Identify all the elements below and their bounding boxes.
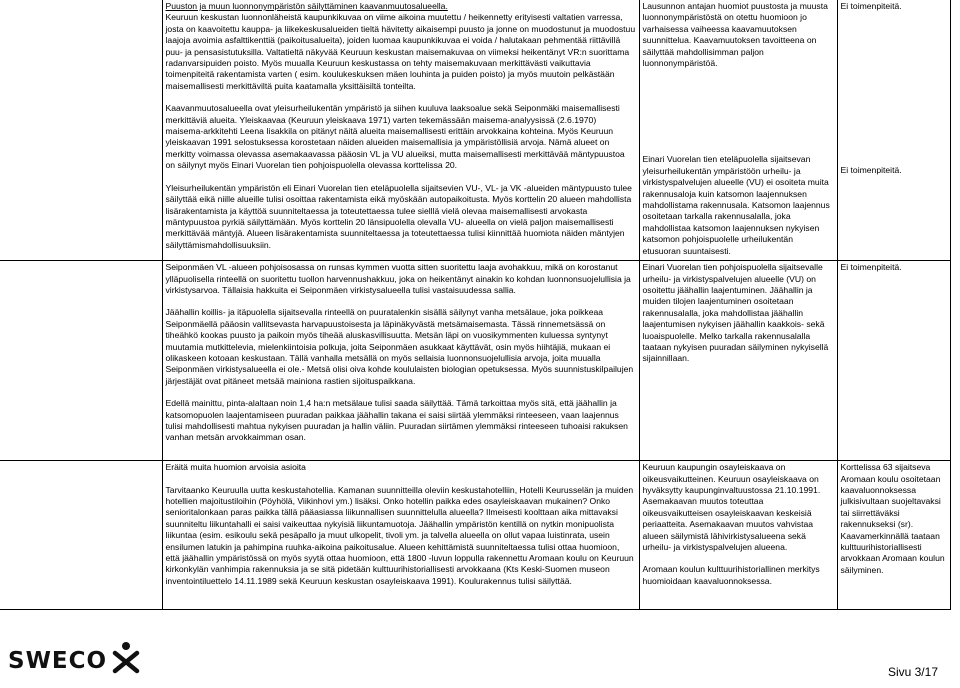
action-cell bbox=[837, 461, 950, 610]
statement-cell bbox=[162, 0, 639, 261]
statement-paragraph: Kaavanmuutosalueella ovat yleisurheilukentän ympäristö ja siihen kuuluva laaksoalue sekä Seiponmäki maisemallisesti merkittäviä alueita. Yleiskaavaa (Keuruun yleiskaava 1971) varten tekemässään maisema-analyysissä (2.6.1970) maisema-arkkitehti Leena Iisakkila on pitänyt näitä alueita maisemallisesti erittäin arvokkaina kohteina. Myös Keuruun yleiskaavan 1991 selostuksessa korostetaan näiden alueiden maisemallisia ja ympäristöllisiä arvoja. Nämä alueet on merkitty voimassa olevassa asemakaavassa pääosin VL ja VU alueiksi, mutta maisemallisesti merkittävää mäntypuustoa on säilynyt myös Einari Vuorelan tien pohjoispuolella olevassa korttelissa 20. bbox=[165, 103, 625, 171]
sweco-logo bbox=[8, 641, 141, 681]
table-row bbox=[0, 0, 950, 261]
response-paragraph: Einari Vuorelan tien eteläpuolella sijaitsevan yleisurheilukentän ympäristöön urheilu- ja virkistyspalvelujen alueelle (VU) ei osoiteta muita rakennusaloja kuin katsomon laajennuksen mahdollistama rakennusala. Katsomon laajennus osoitetaan tarkalla rakennusalalla, joka mahdollistaa katsomon laajennuksen nykyisen katsomon pohjoispuolelle urheilukentän etusuoran suuntaisesti. bbox=[642, 154, 830, 256]
section-heading: Puuston ja muun luonnonympäristön säilyttäminen kaavanmuutosalueella. bbox=[165, 1, 448, 11]
statement-paragraph: Tarvitaanko Keuruulla uutta keskustahotellia. Kamanan suunnitteilla oleviin keskustahotelliin, Hotelli Keurusselän ja muiden hotellien majoitustiloihin (Pöyhölä, Viikinhovi ym.) lisäksi. Onko hotellin paikka edes osayleiskaavan mukainen? Onko senioritalonkaan paras paikka tällä pääasiassa liikunnallisen suunnittelulla alueella? Ilmeisesti koolttaan aika mittavaksi suunniteltu liikuntahalli ei saisi vaikeuttaa nykyisiä liikuntamuotoja. Jäähallin ympäristön kentillä on nytkin monipuolista liikuntaa (esim. esikoulu sekä pesäpallo ja muut ulkopelit, tivoli ym. ja talvella alueella on ollut vapaa luistinrata, usein ensilumen latukin ja pahimpina ruuhka-aikoina paikoitusalue. Alueen kehittämistä suunniteltaessa tulisi ottaa huomioon, että jäähallin ympäristössä on myös syytä ottaa huomioon, että 1800 -luvun loppulla rakennettu Aromaan koulu on Keuruun kirkonkylän vanhimpia rakennuksia ja se sitä pidetään kulttuurihistoriallisesti arvokkaana (Kts Keski-Suomen museon inventointiluettelo 14.11.1989 sekä Keuruun keskustan osayleiskaava 1991). Koulurakennus tulisi säilyttää. bbox=[165, 484, 634, 586]
statement-subheading: Eräitä muita huomion arvoisia asioita bbox=[165, 462, 306, 473]
response-paragraph: Einari Vuorelan tien pohjoispuolella sijaitsevalle urheilu- ja virkistyspalvelujen alueelle (VU) on osoitettu jäähallin laajentuminen. Jäähallin ja muiden tilojen laajentuminen osoitetaan rakennusalalla, joka mahdollistaa jäähallin laajentumisen nykyisen jäähallin kaakkois- sekä luoaispuolelle. Melko tarkalla rakennusalalla taataan nykyisen puuradan säilyminen nykyisellä sijainnillaan. bbox=[642, 262, 829, 364]
action-text: Korttelissa 63 sijaitseva Aromaan koulu osoitetaan kaavaluonnoksessa julkisivultaan suojeltavaksi tai siirrettäväksi rakennukseksi (sr). Kaavamerkinnällä taataan kulttuurihistoriallisesti arvokkaan Aromaan koulun säilyminen. bbox=[840, 462, 945, 575]
response-paragraph: Aromaan koulun kulttuurihistoriallinen merkitys huomioidaan kaavaluonnoksessa. bbox=[642, 564, 820, 586]
statement-source-cell bbox=[0, 261, 162, 461]
page-number: Sivu 3/17 bbox=[887, 665, 938, 679]
statement-cell bbox=[162, 261, 639, 461]
action-text: Ei toimenpiteitä. bbox=[840, 165, 902, 176]
statement-cell bbox=[162, 461, 639, 610]
table-row bbox=[0, 261, 950, 461]
statement-source-cell bbox=[0, 461, 162, 610]
statement-paragraph: Jäähallin koillis- ja itäpuolella sijaitsevalla rinteellä on puuratalenkin sisällä säilynyt vanha metsälaue, joka poikkeaa Seiponmäellä pääosin vallitsevasta harvapuustoisesta ja läpinäkyvästä metsämaisemasta. Tässä rinnemetsässä on tiheähkö kookas puusto ja paikoin myös tiheää aluskasvillisuutta. Metsän läpi on vuosikymmenten kuluessa syntynyt muutamia mutkittelevia, mielenkiintoisia polkuja, joita Seiponmäen asukkaat käyttävät, osin myös hiihtäjiä, mukaan ei olikaskeen kotoaan keskustaan. Tällä vanhalla metsällä on myös sellaisia luonnonsuojelullisia arvoja, joita muualla Seiponmäen virkistysalueella ei ole.- Metsä olisi oiva kohde koululaisten biologian opetuksessa. Myös suunnistuskilpailujen järjestäjät ovat pitäneet metsää mainiona rastien sijoituspaikkana. bbox=[165, 307, 634, 386]
response-paragraph: Keuruun kaupungin osayleiskaava on oikeusvaikutteinen. Keuruun osayleiskaava on hyväksytty kaupunginvaltuustossa 21.10.1991. Asemakaavan muutos toteuttaa oikeusvaikutteisen osayleiskaavan keskeisiä periaatteita. Asemakaavan muutos vahvistaa alueen säilymistä lähivirkistysalueena sekä urheilu- ja virkistyspalvelujen alueena. bbox=[642, 462, 821, 552]
statement-paragraph: Seiponmäen VL -alueen pohjoisosassa on runsas kymmen vuotta sitten suoritettu laaja avohakkuu, mikä on korostanut ylläpuolisella rinteellä on suoritettu tuollon harvennushakkuu, joka on heikentänyt ainakin ko kohdan luonnonsuojelullisia ja virkistysarvoa. Tällaisia hakkuita ei Seiponmäen virkistysalueella tulisi vastaisuudessa sallia. bbox=[165, 262, 631, 295]
action-text: Ei toimenpiteitä. bbox=[840, 262, 902, 273]
statement-source-cell bbox=[0, 0, 162, 261]
action-cell bbox=[837, 261, 950, 461]
response-paragraph: Lausunnon antajan huomiot puustosta ja muusta luonnonympäristöstä on otettu huomioon jo varhaisessa vaiheessa kaavamuutoksen suunnittelua. Kaavamuutoksen tavoitteena on säilyttää mahdollisimman paljon luonnonympäristöä. bbox=[642, 1, 828, 69]
response-cell bbox=[639, 0, 837, 261]
statement-paragraph: Keuruun keskustan luonnonläheistä kaupunkikuvaa on viime aikoina muutettu / heikennetty erityisesti valtatien varressa, josta on kaavoitettu kauppa- ja liikekeskusalueiden tieltä hävitetty aikaisempi puusto ja jonne on muodostunut ja muodostuu laajoja avoimia asfalttikenttiä (paikoitusalueita), joiden luomaa kaupunkikuvaa ei voida / halutakaan pehmentää riittävillä puu- ja pensasistutuksilla. Valtatieltä näkyvää Keuruun keskustan maisemakuvaa on viimeksi heikentänyt VR:n suorittama radanvarsipuiden poisto. Myös muualla Keuruun keskustassa on tehty maisemakuvaan merkittävästi vaikuttavia toimenpiteitä rakentamista varten ( esim. koulukeskuksen mäen louhinta ja puiden poisto) ja myös muutoin pelkästään maisemallisesti merkittäviltä puita kaatamalla yksittäisiltä tonteilta. bbox=[165, 12, 636, 91]
statement-paragraph: Yleisurheilukentän ympäristön eli Einari Vuorelan tien eteläpuolella sijaitsevien VU-, VL- ja VK -alueiden mäntypuusto tulee säilyttää eikä niille alueille tulisi osoittaa rakentamista eikä myöskään autopaikoitusta. Myös korttelin 20 alueen mahdollista lisärakentamista ja käyttöä suunniteltaessa ja toteutettaessa tulee sielllä vielä olevaa maisemallisesti arvokasta mäntypuustoa pyrkiä säilyttämään. Myös korttelin 20 länsipuolella olevalla VU- alueella on vielä paljon maisemallisesti merkittävää mäntyjä. Alueen lisärakentamista suunniteltaessa ja toteutettaessa tulisi kiinnittää huomiota näiden mäntyjen säilyttämismahdollisuuksiin. bbox=[165, 182, 632, 250]
sweco-mark-icon bbox=[111, 641, 141, 675]
action-text: Ei toimenpiteitä. bbox=[840, 1, 902, 11]
logo-wordmark: SWECO bbox=[8, 648, 108, 674]
table-row bbox=[0, 461, 950, 610]
action-cell bbox=[837, 0, 950, 261]
response-cell bbox=[639, 261, 837, 461]
statement-paragraph: Edellä mainittu, pinta-alaltaan noin 1,4 ha:n metsälaue tulisi saada säilyttää. Tämä tarkoittaa myös sitä, että jäähallin ja katsomopuolen laajentamiseen puuradan paikkaa jäähallin takana ei saisi siirtää ylemmäksi rinteeseen, vaan laajennus tulisi mahdollisesti mahtua nykyisen puuradan ja hallin väliin. Puuradan siirtämen ylemmäksi rinteeseen tuhoaisi rakuksen vanhan metsän arvokkaimman osan. bbox=[165, 398, 628, 443]
response-cell bbox=[639, 461, 837, 610]
